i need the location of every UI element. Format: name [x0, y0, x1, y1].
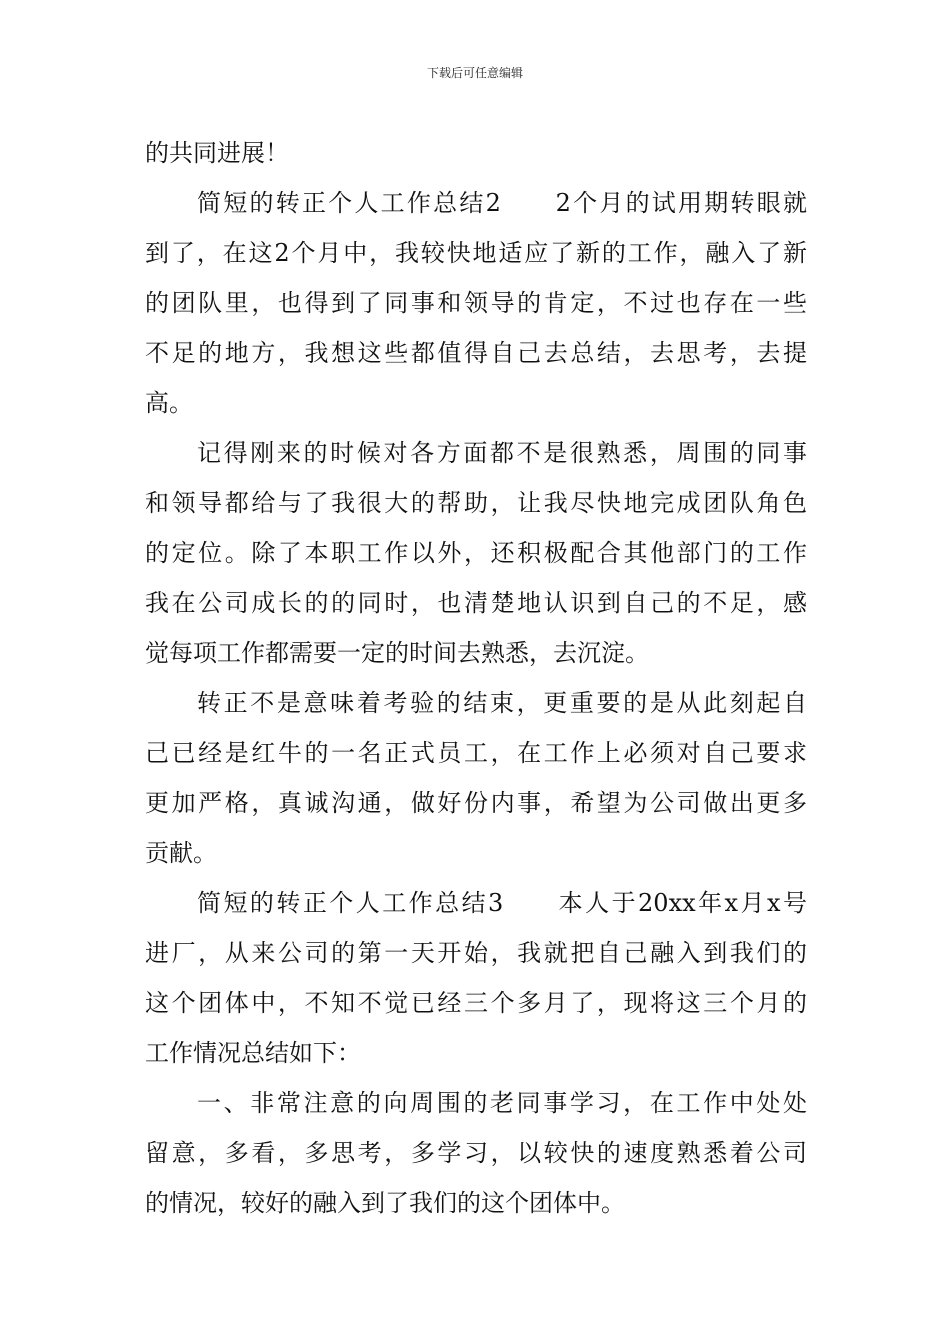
text-line: 我在公司成长的的同时，也清楚地认识到自己的不足，感 [145, 589, 807, 617]
text-line: 的定位。除了本职工作以外，还积极配合其他部门的工作 [145, 539, 807, 567]
text-line: 简短的转正个人工作总结3 本人于20xx年x月x号 [197, 889, 807, 917]
text-line: 觉每项工作都需要一定的时间去熟悉，去沉淀。 [145, 639, 649, 667]
text-line: 的团队里，也得到了同事和领导的肯定，不过也存在一些 [145, 289, 807, 317]
text-line: 不足的地方，我想这些都值得自己去总结，去思考，去提 [145, 339, 807, 367]
text-line: 这个团体中，不知不觉已经三个多月了，现将这三个月的 [145, 989, 807, 1017]
document-body [145, 128, 807, 1228]
text-line: 转正不是意味着考验的结束，更重要的是从此刻起自 [197, 689, 807, 717]
page-header: 下载后可任意编辑 [426, 66, 523, 80]
text-line: 工作情况总结如下： [145, 1039, 361, 1067]
text-line: 的共同进展！ [145, 139, 289, 167]
text-line: 己已经是红牛的一名正式员工，在工作上必须对自己要求 [145, 739, 807, 767]
text-line: 高。 [145, 389, 193, 417]
text-line: 到了，在这2个月中，我较快地适应了新的工作，融入了新 [145, 239, 807, 267]
text-line: 更加严格，真诚沟通，做好份内事，希望为公司做出更多 [145, 789, 807, 817]
text-line: 进厂，从来公司的第一天开始，我就把自己融入到我们的 [145, 939, 807, 967]
text-line: 一、非常注意的向周围的老同事学习，在工作中处处 [197, 1089, 807, 1117]
text-line: 和领导都给与了我很大的帮助，让我尽快地完成团队角色 [145, 489, 807, 517]
text-line: 简短的转正个人工作总结2 2个月的试用期转眼就 [197, 189, 807, 217]
text-line: 留意，多看，多思考，多学习，以较快的速度熟悉着公司 [145, 1139, 807, 1167]
text-line: 记得刚来的时候对各方面都不是很熟悉，周围的同事 [197, 439, 807, 467]
text-line: 的情况，较好的融入到了我们的这个团体中。 [145, 1189, 625, 1217]
text-line: 贡献。 [145, 839, 217, 867]
